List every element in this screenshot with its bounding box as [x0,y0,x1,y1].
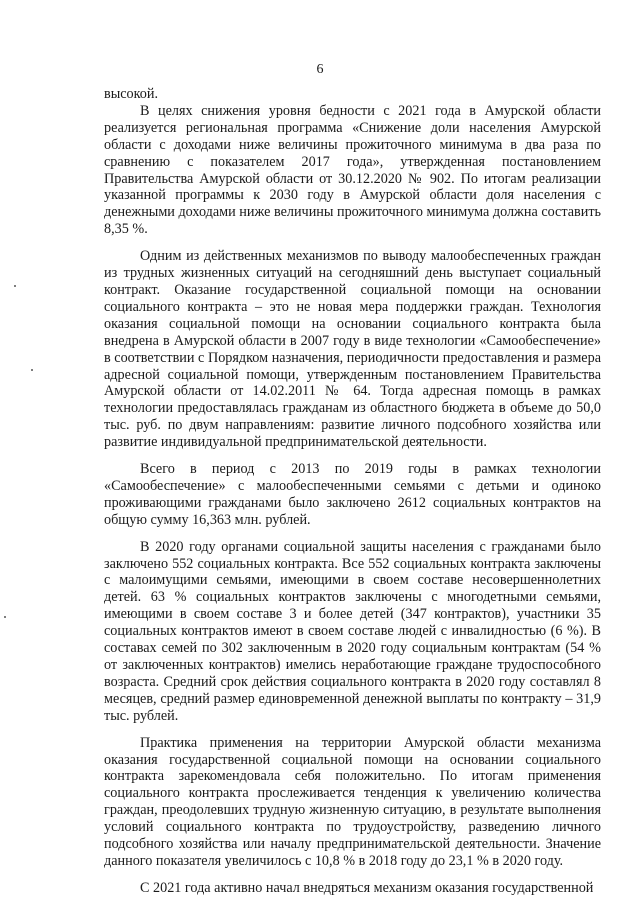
paragraph-social-contract: Одним из действенных механизмов по выводу малообеспеченных граждан из трудных жизненных ситуаций на сегодняшний день выступает социальный контракт. Оказание государственной социальной помощи на основании социального контракта – это не новая мера поддержки граждан. Технология оказания социальной помощи на основании социального контракта была внедрена в Амурской области в 2007 году в виде технологии «Самообеспечение» в соответствии с Порядком назначения, периодичности предоставления и размера адресной социальной помощи, утвержденным постановлением Правительства Амурской области от 14.02.2011 № 64. Тогда адресная помощь в рамках технологии предоставлялась гражданам из областного бюджета в объеме до 50,0 тыс. руб. по двум направлениям: развитие личного подсобного хозяйства или развитие индивидуальной предпринимательской деятельности. [104,248,601,451]
scan-speck [31,369,33,371]
paragraph-self-sufficiency: Всего в период с 2013 по 2019 годы в рамках технологии «Самообеспечение» с малообеспеченными семьями с детьми и одиноко проживающими гражданами было заключено 2612 социальных контрактов на общую сумму 16,363 млн. рублей. [104,461,601,528]
paragraph-2020-contracts: В 2020 году органами социальной защиты населения с гражданами было заключено 552 социальных контракта. Все 552 социальных контракта заключены с малоимущими семьями, имеющими в своем составе несовершеннолетних детей. 63 % социальных контрактов заключены с многодетными семьями, имеющими в своем составе 3 и более детей (347 контрактов), участники 35 социальных контрактов имеют в своем составе людей с инвалидностью (6 %). В составах семей по 302 заключенным в 2020 году социальным контрактам (54 % от заключенных контрактов) имелись неработающие граждане трудоспособного возраста. Средний срок действия социального контракта в 2020 году составлял 8 месяцев, средний размер единовременной денежной выплаты по контракту – 31,9 тыс. рублей. [104,538,601,724]
paragraph-2021-start: С 2021 года активно начал внедряться механизм оказания государственной [140,879,594,896]
scan-speck [4,616,6,618]
paragraph-continuation: высокой. [104,86,159,102]
page-number: 6 [316,62,324,77]
scan-speck [14,285,16,287]
paragraph-poverty-program: В целях снижения уровня бедности с 2021 года в Амурской области реализуется региональная программа «Снижение доли населения Амурской области с доходами ниже величины прожиточного минимума в два раза по сравнению с показателем 2017 года», утвержденная постановлением Правительства Амурской области от 30.12.2020 № 902. По итогам реализации указанной программы к 2030 году в Амурской области доля населения с денежными доходами ниже величины прожиточного минимума должна составить 8,35 %. [104,102,601,238]
paragraph-practice-results: Практика применения на территории Амурской области механизма оказания государственной социальной помощи на основании социального контракта зарекомендовала себя положительно. По итогам применения социального контракта прослеживается тенденция к увеличению количества граждан, преодолевших трудную жизненную ситуацию, в результате выполнения условий социального контракта по трудоустройству, разведению личного подсобного хозяйства или началу предпринимательской деятельности. Значение данного показателя увеличилось с 10,8 % в 2018 году до 23,1 % в 2020 году. [104,734,601,869]
document-body [104,86,601,897]
